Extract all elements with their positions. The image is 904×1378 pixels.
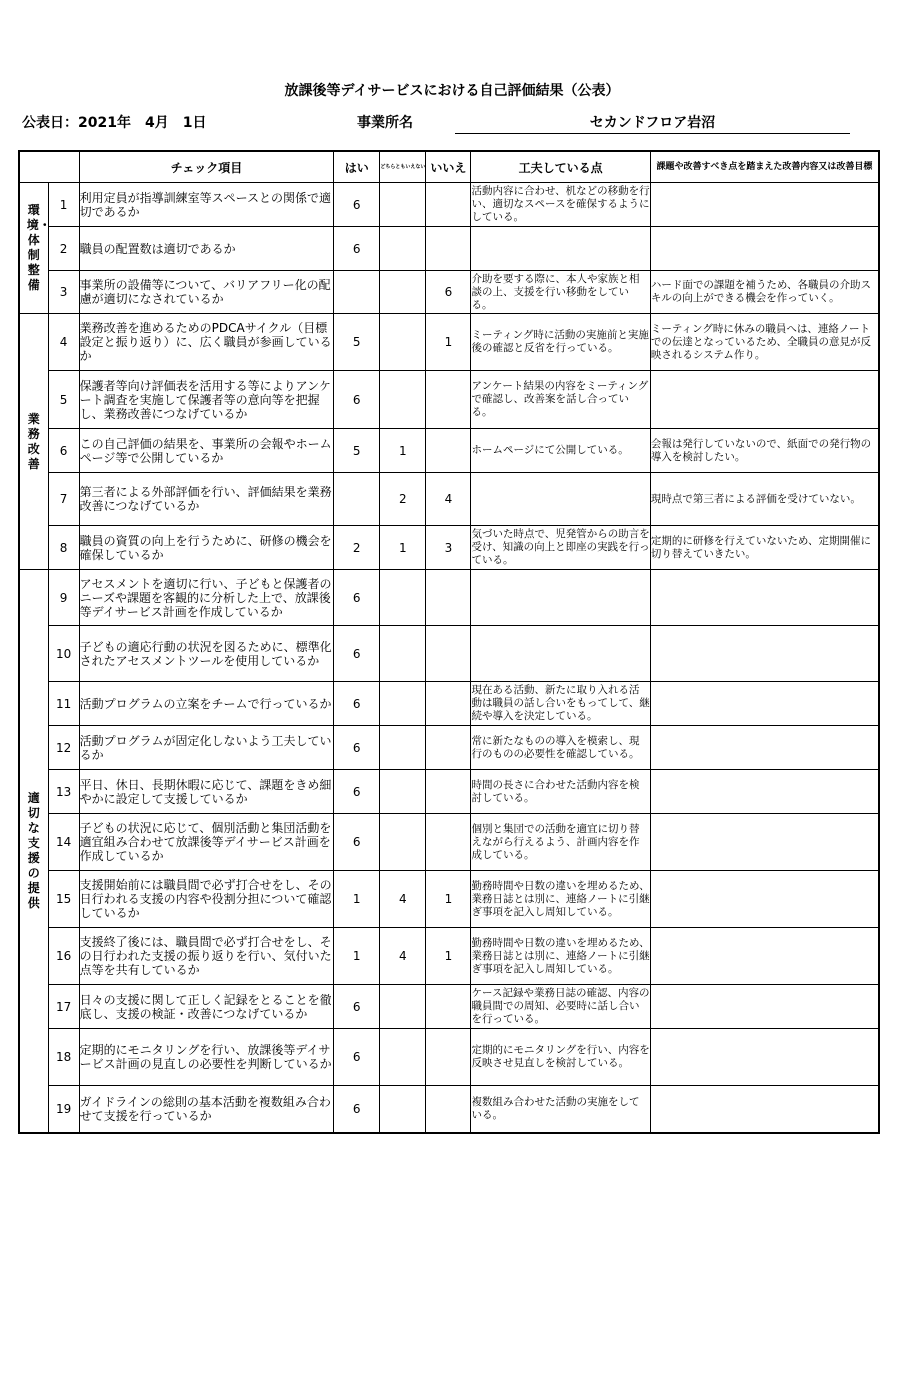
- row-number: 9: [48, 570, 79, 626]
- either-count: 2: [380, 473, 426, 526]
- effort-note: [471, 473, 650, 526]
- improvement-note: [650, 726, 879, 770]
- improvement-note: [650, 626, 879, 682]
- table-row: [19, 770, 879, 814]
- effort-note: 勤務時間や日数の違いを埋めるため、業務日誌とは別に、連絡ノートに引継ぎ事項を記入し周知している。: [471, 928, 650, 985]
- header-improvements: 課題や改善すべき点を踏まえた改善内容又は改善目標: [650, 151, 879, 183]
- no-count: [426, 985, 471, 1029]
- improvement-note: [650, 871, 879, 928]
- header-either: どちらともいえない: [380, 151, 426, 183]
- table-row: [19, 314, 879, 371]
- yes-count: 6: [334, 726, 380, 770]
- yes-count: 5: [334, 429, 380, 473]
- row-number: 3: [48, 271, 79, 314]
- no-count: 3: [426, 526, 471, 570]
- check-item: 活動プログラムの立案をチームで行っているか: [79, 682, 334, 726]
- row-number: 14: [48, 814, 79, 871]
- no-count: [426, 570, 471, 626]
- either-count: [380, 682, 426, 726]
- yes-count: 6: [334, 682, 380, 726]
- check-item: 支援終了後には、職員間で必ず打合せをし、その日行われた支援の振り返りを行い、気付いた点等を共有しているか: [79, 928, 334, 985]
- no-count: [426, 682, 471, 726]
- improvement-note: [650, 928, 879, 985]
- check-item: 平日、休日、長期休暇に応じて、課題をきめ細やかに設定して支援しているか: [79, 770, 334, 814]
- no-count: [426, 626, 471, 682]
- table-row: [19, 928, 879, 985]
- no-count: 1: [426, 928, 471, 985]
- check-item: この自己評価の結果を、事業所の会報やホームページ等で公開しているか: [79, 429, 334, 473]
- evaluation-table: [18, 150, 880, 1134]
- improvement-note: [650, 227, 879, 271]
- improvement-note: ミーティング時に休みの職員へは、連絡ノートでの伝達となっているため、全職員の意見が反映されるシステム作り。: [650, 314, 879, 371]
- improvement-note: [650, 1086, 879, 1133]
- table-row: [19, 183, 879, 227]
- category-label: 業務改善: [27, 411, 40, 471]
- either-count: [380, 770, 426, 814]
- check-item: 日々の支援に関して正しく記録をとることを徹底し、支援の検証・改善につなげているか: [79, 985, 334, 1029]
- header-row: [19, 151, 879, 183]
- publication-date: 公表日：2021年 4月 1日: [22, 115, 207, 131]
- no-count: [426, 227, 471, 271]
- no-count: [426, 726, 471, 770]
- effort-note: 定期的にモニタリングを行い、内容を反映させ見直しを検討している。: [471, 1029, 650, 1086]
- table-row: [19, 227, 879, 271]
- improvement-note: 会報は発行していないので、紙面での発行物の導入を検討したい。: [650, 429, 879, 473]
- no-count: 4: [426, 473, 471, 526]
- office-name: セカンドフロア岩沼: [455, 112, 850, 134]
- row-number: 4: [48, 314, 79, 371]
- yes-count: 6: [334, 1086, 380, 1133]
- check-item: 保護者等向け評価表を活用する等によりアンケート調査を実施して保護者等の意向等を把握し、業務改善につなげているか: [79, 371, 334, 429]
- effort-note: [471, 570, 650, 626]
- yes-count: 5: [334, 314, 380, 371]
- category-label: 環境・体制整備: [26, 203, 51, 292]
- row-number: 18: [48, 1029, 79, 1086]
- improvement-note: [650, 985, 879, 1029]
- effort-note: 気づいた時点で、児発管からの助言を受け、知識の向上と即座の実践を行っている。: [471, 526, 650, 570]
- row-number: 8: [48, 526, 79, 570]
- row-number: 13: [48, 770, 79, 814]
- table-row: [19, 726, 879, 770]
- yes-count: 6: [334, 183, 380, 227]
- header-efforts: 工夫している点: [471, 151, 650, 183]
- yes-count: 6: [334, 227, 380, 271]
- either-count: [380, 626, 426, 682]
- yes-count: [334, 473, 380, 526]
- category-label: 適切な支援の提供: [27, 790, 40, 910]
- table-row: [19, 473, 879, 526]
- page-title: 放課後等デイサービスにおける自己評価結果（公表）: [284, 83, 620, 99]
- either-count: 4: [380, 871, 426, 928]
- check-item: 第三者による外部評価を行い、評価結果を業務改善につなげているか: [79, 473, 334, 526]
- either-count: 1: [380, 429, 426, 473]
- yes-count: 6: [334, 985, 380, 1029]
- either-count: [380, 227, 426, 271]
- header-blank: [19, 151, 79, 183]
- effort-note: ケース記録や業務日誌の確認、内容の職員間での周知、必要時に話し合いを行っている。: [471, 985, 650, 1029]
- check-item: 子どもの状況に応じて、個別活動と集団活動を適宜組み合わせて放課後等デイサービス計画を作成しているか: [79, 814, 334, 871]
- no-count: [426, 1086, 471, 1133]
- check-item: 支援開始前には職員間で必ず打合せをし、その日行われる支援の内容や役割分担について確認しているか: [79, 871, 334, 928]
- improvement-note: [650, 1029, 879, 1086]
- no-count: 1: [426, 314, 471, 371]
- yes-count: 2: [334, 526, 380, 570]
- check-item: ガイドラインの総則の基本活動を複数組み合わせて支援を行っているか: [79, 1086, 334, 1133]
- row-number: 7: [48, 473, 79, 526]
- check-item: 活動プログラムが固定化しないよう工夫しているか: [79, 726, 334, 770]
- check-item: 事業所の設備等について、バリアフリー化の配慮が適切になされているか: [79, 271, 334, 314]
- row-number: 15: [48, 871, 79, 928]
- no-count: [426, 770, 471, 814]
- row-number: 11: [48, 682, 79, 726]
- table-row: [19, 814, 879, 871]
- row-number: 16: [48, 928, 79, 985]
- check-item: 職員の配置数は適切であるか: [79, 227, 334, 271]
- row-number: 5: [48, 371, 79, 429]
- table-row: [19, 1086, 879, 1133]
- effort-note: 常に新たなものの導入を模索し、現行のものの必要性を確認している。: [471, 726, 650, 770]
- effort-note: 時間の長さに合わせた活動内容を検討している。: [471, 770, 650, 814]
- yes-count: 6: [334, 770, 380, 814]
- either-count: 4: [380, 928, 426, 985]
- table-row: [19, 871, 879, 928]
- header-yes: はい: [334, 151, 380, 183]
- yes-count: 1: [334, 928, 380, 985]
- effort-note: 活動内容に合わせ、机などの移動を行い、適切なスペースを確保するようにしている。: [471, 183, 650, 227]
- improvement-note: [650, 570, 879, 626]
- effort-note: 勤務時間や日数の違いを埋めるため、業務日誌とは別に、連絡ノートに引継ぎ事項を記入し周知している。: [471, 871, 650, 928]
- yes-count: 6: [334, 570, 380, 626]
- no-count: [426, 814, 471, 871]
- improvement-note: [650, 371, 879, 429]
- effort-note: 複数組み合わせた活動の実施をしている。: [471, 1086, 650, 1133]
- improvement-note: ハード面での課題を補うため、各職員の介助スキルの向上ができる機会を作っていく。: [650, 271, 879, 314]
- effort-note: ミーティング時に活動の実施前と実施後の確認と反省を行っている。: [471, 314, 650, 371]
- row-number: 17: [48, 985, 79, 1029]
- effort-note: 現在ある活動、新たに取り入れる活動は職員の話し合いをもってして、継続や導入を決定している。: [471, 682, 650, 726]
- improvement-note: [650, 814, 879, 871]
- check-item: 定期的にモニタリングを行い、放課後等デイサービス計画の見直しの必要性を判断しているか: [79, 1029, 334, 1086]
- improvement-note: 定期的に研修を行えていないため、定期開催に切り替えていきたい。: [650, 526, 879, 570]
- table-row: [19, 626, 879, 682]
- improvement-note: [650, 183, 879, 227]
- no-count: 6: [426, 271, 471, 314]
- category-cell: [19, 314, 48, 570]
- either-count: [380, 371, 426, 429]
- improvement-note: 現時点で第三者による評価を受けていない。: [650, 473, 879, 526]
- row-number: 6: [48, 429, 79, 473]
- improvement-note: [650, 770, 879, 814]
- check-item: アセスメントを適切に行い、子どもと保護者のニーズや課題を客観的に分析した上で、放課後等デイサービス計画を作成しているか: [79, 570, 334, 626]
- header-check-item: チェック項目: [79, 151, 334, 183]
- no-count: [426, 371, 471, 429]
- effort-note: 個別と集団での活動を適宜に切り替えながら行えるよう、計画内容を作成している。: [471, 814, 650, 871]
- either-count: [380, 271, 426, 314]
- either-count: [380, 1086, 426, 1133]
- row-number: 2: [48, 227, 79, 271]
- either-count: 1: [380, 526, 426, 570]
- check-item: 業務改善を進めるためのPDCAサイクル（目標設定と振り返り）に、広く職員が参画しているか: [79, 314, 334, 371]
- effort-note: [471, 626, 650, 682]
- either-count: [380, 814, 426, 871]
- no-count: [426, 1029, 471, 1086]
- table-row: [19, 570, 879, 626]
- no-count: [426, 183, 471, 227]
- yes-count: [334, 271, 380, 314]
- table-row: [19, 682, 879, 726]
- either-count: [380, 726, 426, 770]
- category-cell: [19, 183, 51, 314]
- header-no: いいえ: [426, 151, 471, 183]
- table-row: [19, 271, 879, 314]
- row-number: 10: [48, 626, 79, 682]
- either-count: [380, 314, 426, 371]
- yes-count: 6: [334, 626, 380, 682]
- table-row: [19, 985, 879, 1029]
- check-item: 利用定員が指導訓練室等スペースとの関係で適切であるか: [79, 183, 334, 227]
- row-number: 19: [48, 1086, 79, 1133]
- effort-note: アンケート結果の内容をミーティングで確認し、改善案を話し合っている。: [471, 371, 650, 429]
- either-count: [380, 570, 426, 626]
- row-number: 12: [48, 726, 79, 770]
- no-count: 1: [426, 871, 471, 928]
- effort-note: [471, 227, 650, 271]
- either-count: [380, 1029, 426, 1086]
- improvement-note: [650, 682, 879, 726]
- yes-count: 6: [334, 371, 380, 429]
- either-count: [380, 985, 426, 1029]
- check-item: 子どもの適応行動の状況を図るために、標準化されたアセスメントツールを使用しているか: [79, 626, 334, 682]
- yes-count: 1: [334, 871, 380, 928]
- yes-count: 6: [334, 814, 380, 871]
- check-item: 職員の資質の向上を行うために、研修の機会を確保しているか: [79, 526, 334, 570]
- category-cell: [19, 570, 48, 1133]
- office-label: 事業所名: [357, 115, 413, 131]
- effort-note: 介助を要する際に、本人や家族と相談の上、支援を行い移動をしている。: [471, 271, 650, 314]
- row-number: 1: [48, 183, 79, 227]
- table-row: [19, 1029, 879, 1086]
- no-count: [426, 429, 471, 473]
- either-count: [380, 183, 426, 227]
- table-row: [19, 371, 879, 429]
- yes-count: 6: [334, 1029, 380, 1086]
- table-row: [19, 526, 879, 570]
- table-row: [19, 429, 879, 473]
- effort-note: ホームページにて公開している。: [471, 429, 650, 473]
